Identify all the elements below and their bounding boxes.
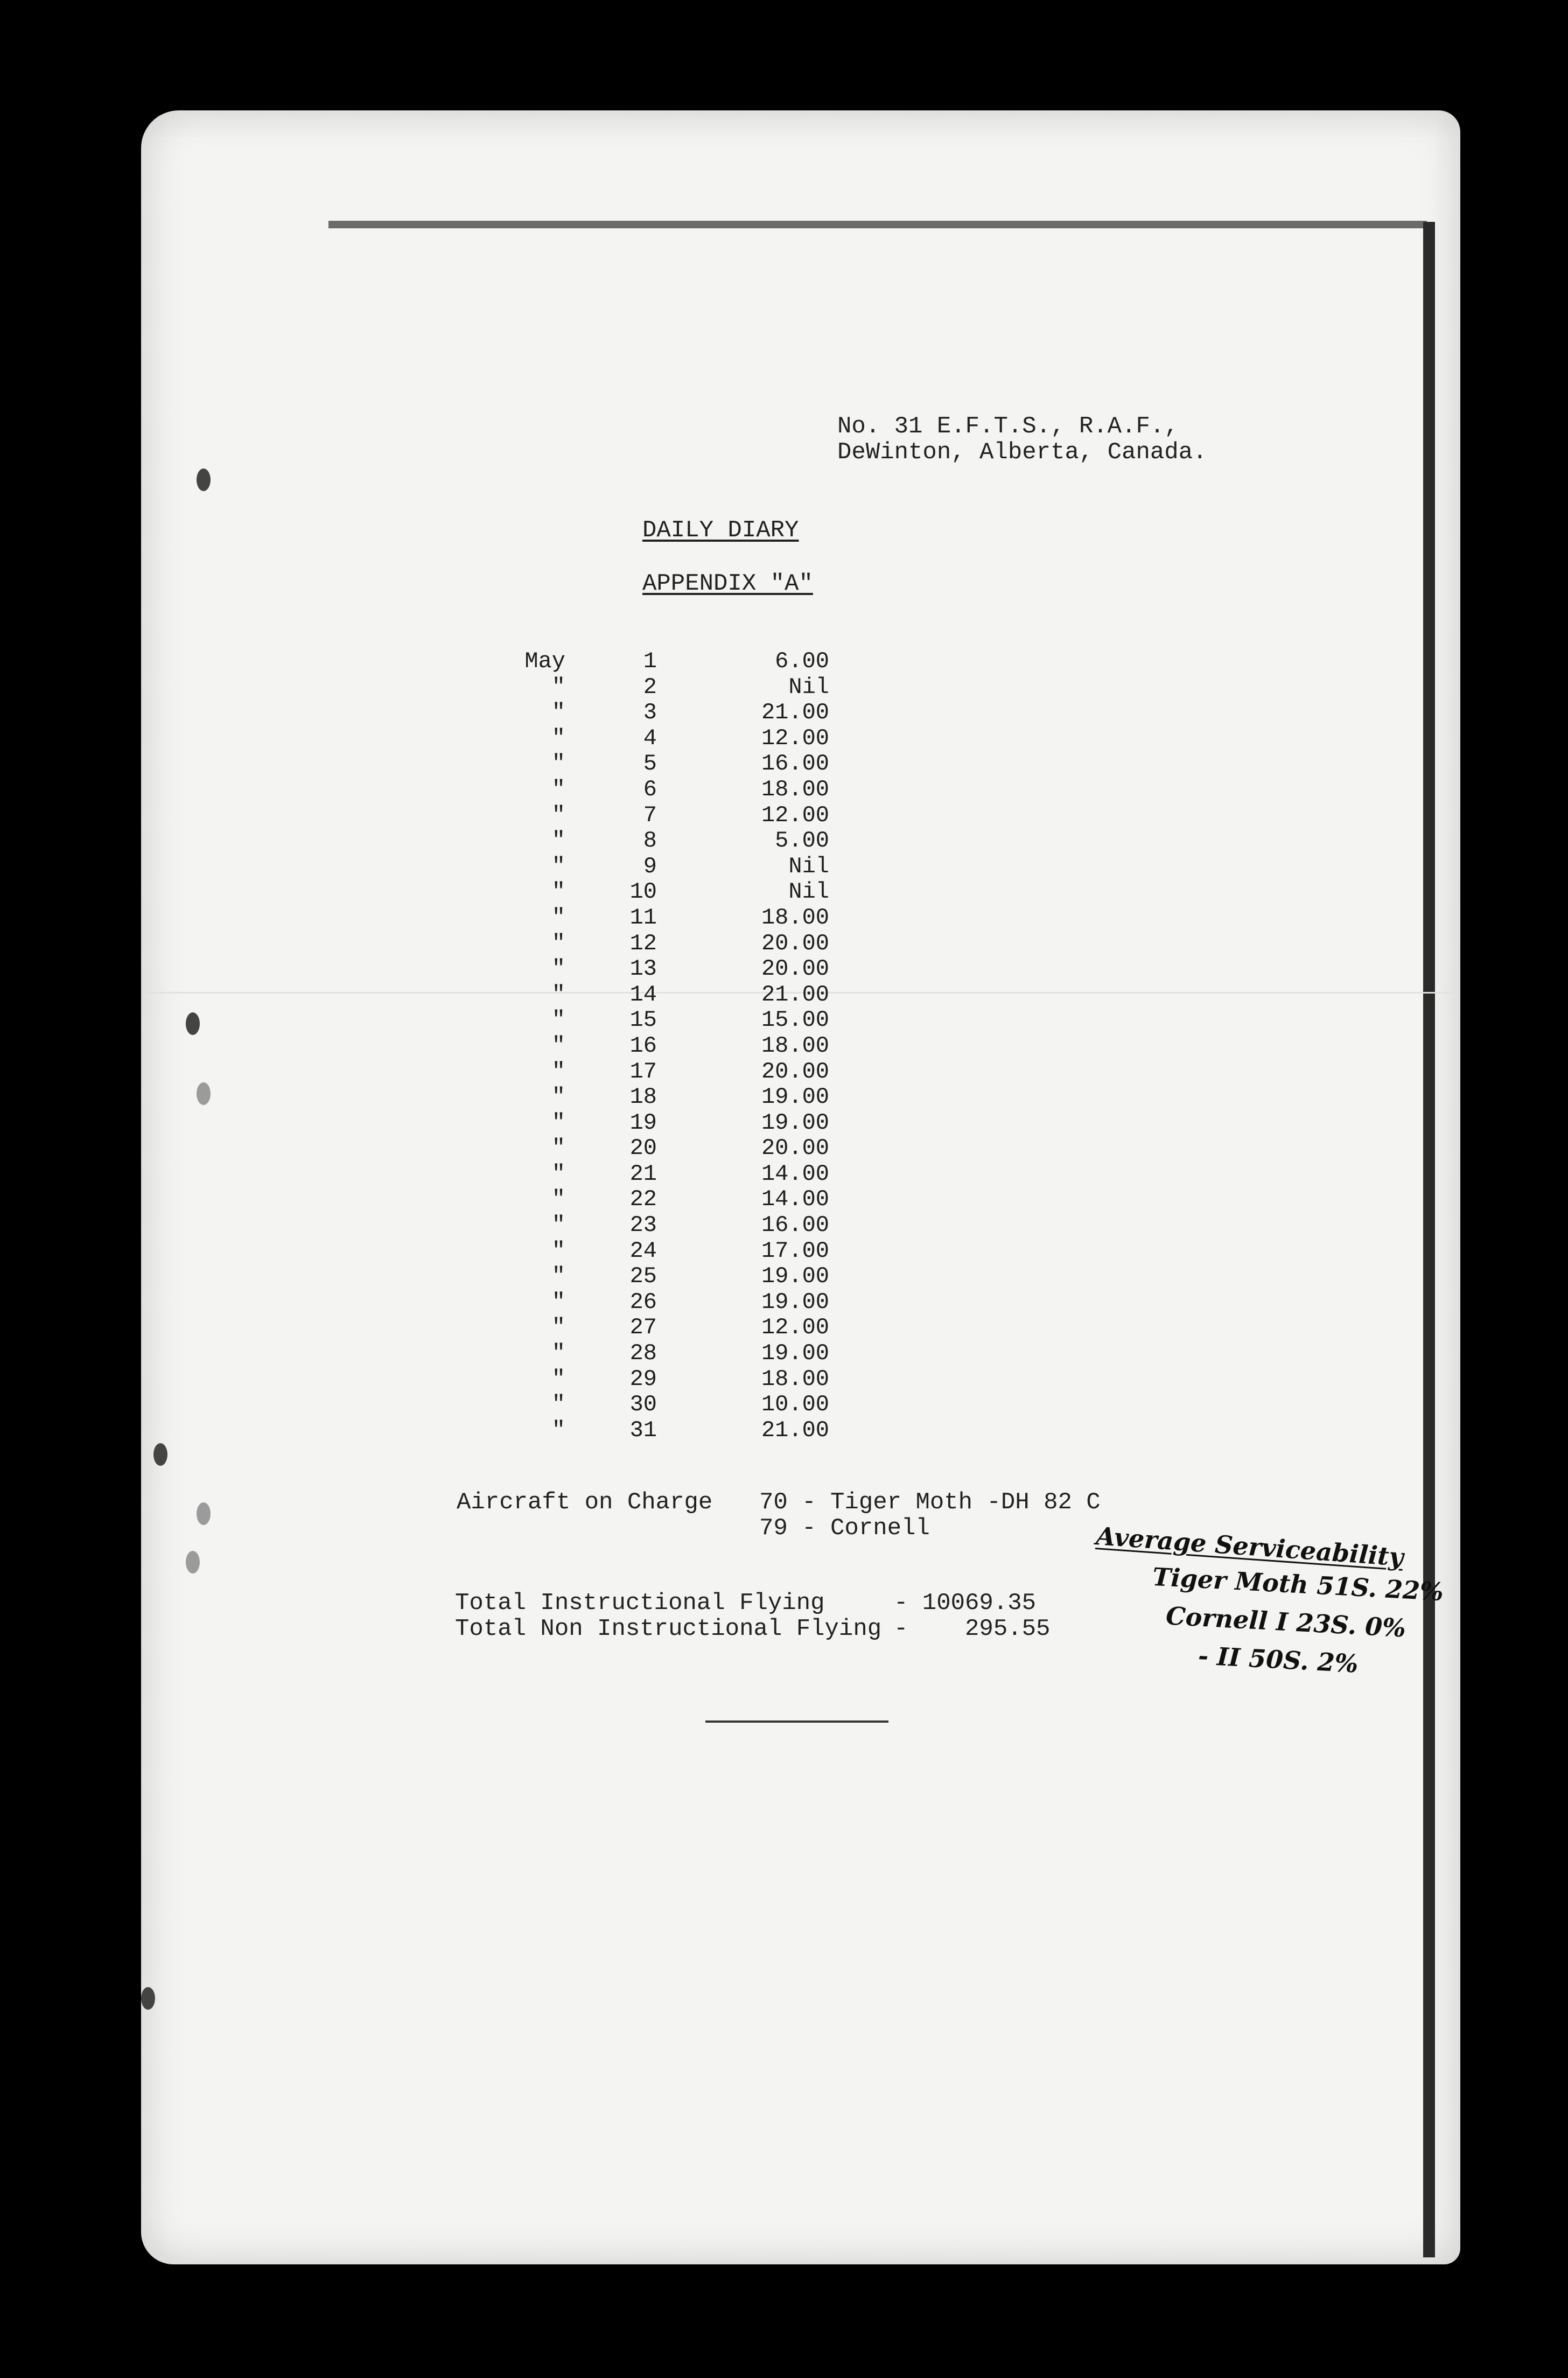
diary-day: 2 <box>643 674 657 700</box>
location-header: DeWinton, Alberta, Canada. <box>837 439 1207 466</box>
diary-hours: 12.00 <box>761 1314 829 1341</box>
diary-month: " <box>551 828 565 854</box>
diary-hours: 18.00 <box>761 776 829 802</box>
diary-day: 15 <box>629 1007 657 1033</box>
diary-day: 17 <box>629 1058 657 1085</box>
diary-month: " <box>551 700 565 726</box>
diary-hours: 14.00 <box>761 1186 829 1213</box>
diary-month: " <box>551 1289 565 1315</box>
diary-day: 29 <box>629 1366 657 1392</box>
diary-day: 11 <box>629 904 657 931</box>
diary-month: May <box>524 648 565 674</box>
diary-day: 24 <box>629 1237 657 1264</box>
diary-day: 13 <box>629 956 657 982</box>
diary-day: 1 <box>643 648 657 674</box>
diary-day: 7 <box>643 802 657 828</box>
diary-day: 9 <box>643 853 657 879</box>
diary-month: " <box>551 853 565 879</box>
diary-month: " <box>551 1212 565 1239</box>
diary-month: " <box>551 776 565 802</box>
diary-day: 16 <box>629 1032 657 1059</box>
binder-hole <box>186 1551 200 1573</box>
diary-hours: 14.00 <box>761 1160 829 1187</box>
diary-hours: 20.00 <box>761 930 829 956</box>
diary-hours: 15.00 <box>761 1007 829 1033</box>
diary-month: " <box>551 1160 565 1187</box>
diary-day: 31 <box>629 1417 657 1443</box>
binder-hole <box>197 1082 211 1105</box>
diary-month: " <box>551 1032 565 1059</box>
top-edge-shadow <box>328 221 1427 228</box>
diary-month: " <box>551 1263 565 1290</box>
diary-hours: 16.00 <box>761 1212 829 1239</box>
diary-month: " <box>551 879 565 905</box>
diary-month: " <box>551 1058 565 1085</box>
diary-day: 5 <box>643 751 657 777</box>
handwritten-cornell-2: - II 50S. 2% <box>1197 1641 1359 1678</box>
diary-hours: 18.00 <box>761 1366 829 1392</box>
diary-hours: 12.00 <box>761 802 829 828</box>
total-instructional-value: - 10069.35 <box>894 1590 1037 1617</box>
binder-hole <box>197 468 211 491</box>
diary-hours: Nil <box>788 853 829 879</box>
diary-day: 19 <box>629 1109 657 1136</box>
diary-hours: 18.00 <box>761 904 829 931</box>
diary-month: " <box>551 725 565 751</box>
diary-hours: Nil <box>788 674 829 700</box>
diary-hours: 20.00 <box>761 956 829 982</box>
aircraft-tiger-moth: 70 - Tiger Moth -DH 82 C <box>759 1489 1101 1516</box>
binder-hole <box>153 1443 167 1466</box>
diary-day: 25 <box>629 1263 657 1290</box>
document-subtitle: APPENDIX "A" <box>642 570 813 597</box>
diary-hours: 10.00 <box>761 1391 829 1418</box>
diary-hours: 16.00 <box>761 751 829 777</box>
diary-month: " <box>551 751 565 777</box>
diary-month: " <box>551 1186 565 1213</box>
handwritten-cornell-1: Cornell I 23S. 0% <box>1165 1601 1407 1643</box>
diary-hours: 17.00 <box>761 1237 829 1264</box>
diary-day: 21 <box>629 1160 657 1187</box>
diary-day: 6 <box>643 776 657 802</box>
diary-month: " <box>551 1084 565 1110</box>
diary-day: 4 <box>643 725 657 751</box>
diary-month: " <box>551 1340 565 1367</box>
diary-hours: 20.00 <box>761 1135 829 1162</box>
closing-rule <box>705 1720 888 1723</box>
diary-month: " <box>551 1391 565 1418</box>
diary-hours: 19.00 <box>761 1340 829 1367</box>
diary-day: 8 <box>643 828 657 854</box>
diary-day: 3 <box>643 700 657 726</box>
diary-month: " <box>551 1237 565 1264</box>
binder-hole <box>186 1012 200 1035</box>
diary-month: " <box>551 802 565 828</box>
diary-day: 20 <box>629 1135 657 1162</box>
binder-hole <box>141 1987 155 2010</box>
handwritten-tiger-moth: Tiger Moth 51S. 22% <box>1151 1562 1445 1607</box>
total-instructional-label: Total Instructional Flying <box>455 1590 825 1617</box>
diary-hours: 6.00 <box>775 648 829 674</box>
diary-month: " <box>551 981 565 1008</box>
diary-month: " <box>551 1417 565 1443</box>
diary-hours: 20.00 <box>761 1058 829 1085</box>
binder-hole <box>197 1502 211 1525</box>
diary-day: 18 <box>629 1084 657 1110</box>
diary-hours: 21.00 <box>761 700 829 726</box>
aircraft-cornell: 79 - Cornell <box>759 1515 930 1542</box>
diary-day: 12 <box>629 930 657 956</box>
diary-month: " <box>551 956 565 982</box>
unit-header: No. 31 E.F.T.S., R.A.F., <box>837 413 1179 440</box>
diary-hours: 18.00 <box>761 1032 829 1059</box>
diary-day: 14 <box>629 981 657 1008</box>
diary-month: " <box>551 1135 565 1162</box>
document-title: DAILY DIARY <box>642 517 799 544</box>
diary-day: 23 <box>629 1212 657 1239</box>
diary-hours: 5.00 <box>775 828 829 854</box>
diary-day: 27 <box>629 1314 657 1341</box>
diary-hours: 19.00 <box>761 1109 829 1136</box>
diary-hours: 19.00 <box>761 1263 829 1290</box>
diary-month: " <box>551 930 565 956</box>
diary-day: 26 <box>629 1289 657 1315</box>
diary-month: " <box>551 1366 565 1392</box>
diary-day: 22 <box>629 1186 657 1213</box>
diary-month: " <box>551 674 565 700</box>
handwritten-heading: Average Serviceability <box>1095 1521 1405 1572</box>
diary-day: 30 <box>629 1391 657 1418</box>
diary-hours: 21.00 <box>761 1417 829 1443</box>
right-edge-shadow <box>1423 222 1435 2257</box>
diary-hours: Nil <box>788 879 829 905</box>
diary-month: " <box>551 1007 565 1033</box>
diary-day: 10 <box>629 879 657 905</box>
total-non-instructional-value: - 295.55 <box>894 1615 1051 1642</box>
diary-month: " <box>551 1314 565 1341</box>
diary-hours: 21.00 <box>761 981 829 1008</box>
diary-month: " <box>551 1109 565 1136</box>
diary-day: 28 <box>629 1340 657 1367</box>
total-non-instructional-label: Total Non Instructional Flying <box>455 1615 882 1642</box>
aircraft-label: Aircraft on Charge <box>457 1489 713 1516</box>
diary-hours: 19.00 <box>761 1084 829 1110</box>
diary-hours: 12.00 <box>761 725 829 751</box>
diary-month: " <box>551 904 565 931</box>
diary-hours: 19.00 <box>761 1289 829 1315</box>
